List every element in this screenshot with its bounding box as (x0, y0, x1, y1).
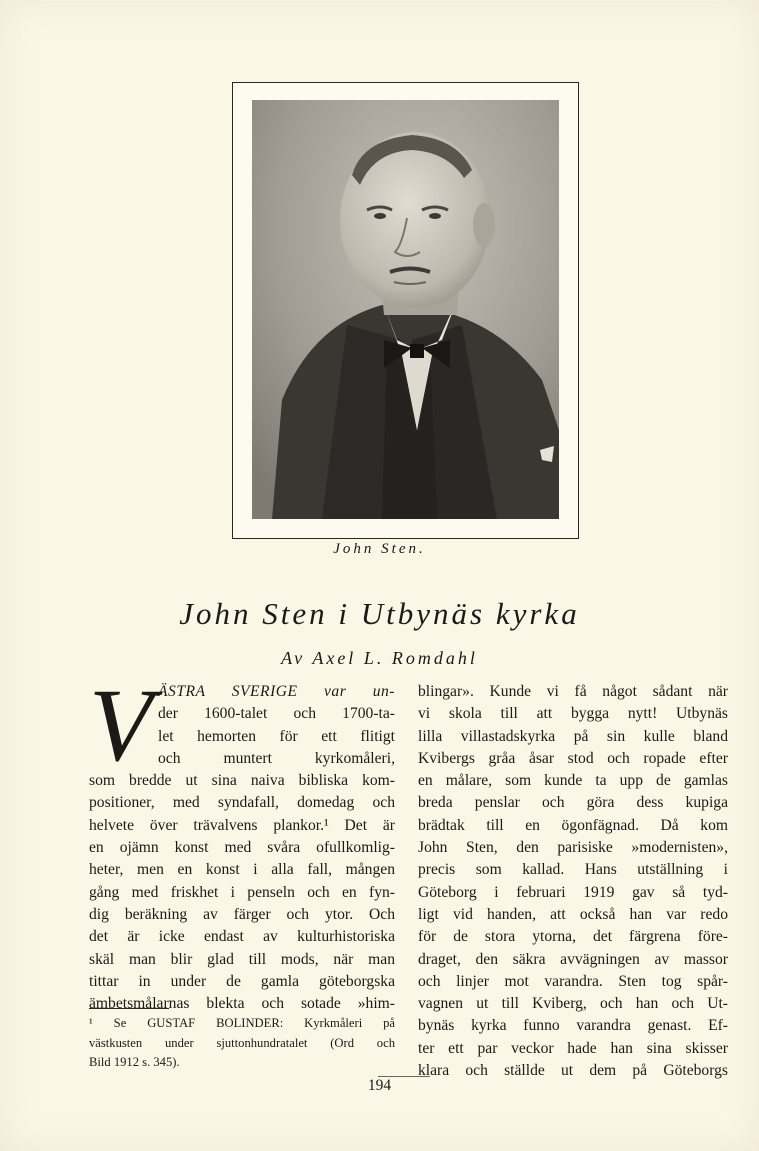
text-line: dig beräkning av färger och ytor. Och (89, 905, 395, 923)
text-line: Kvibergs gråa åsar stod och ropade efter (418, 749, 728, 767)
portrait-photo (252, 100, 559, 519)
text-line: lilla villastadskyrka på sin kulle bland (418, 727, 728, 745)
drop-cap: V (89, 668, 153, 783)
text-line: en målare, som kunde ta upp de gamlas (418, 772, 728, 790)
text-line: skäl man blir glad till mods, när man (89, 950, 395, 968)
text-line: gång med friskhet i penseln och en fyn- (89, 883, 395, 901)
text-line: ÄSTRA SVERIGE var un- (158, 683, 395, 700)
portrait-illustration (252, 100, 559, 519)
text-line: John Sten, den parisiske »modernisten», (418, 839, 728, 857)
text-line: ter ett par veckor hade han sina skisser (418, 1039, 728, 1057)
text-line: och linjer mot varandra. Sten tog spår- (418, 972, 728, 990)
footnote-line: västkusten under sjuttonhundratalet (Ord och (89, 1035, 395, 1050)
right-column (418, 681, 728, 1082)
footnote (89, 1014, 395, 1073)
text-line: vi skola till att bygga nytt! Utbynäs (418, 705, 728, 723)
text-line: breda penslar och göra dess kupiga (418, 794, 728, 812)
text-line: klara och ställde ut dem på Göteborgs (418, 1062, 728, 1080)
article-byline: Av Axel L. Romdahl (281, 648, 478, 668)
text-line: Göteborg i februari 1919 gav så tyd- (418, 883, 728, 901)
page-number: 194 (367, 1077, 392, 1094)
photo-caption: John Sten. (333, 541, 426, 557)
text-line: precis som kallad. Hans utställning i (418, 861, 728, 879)
text-line: bynäs kyrka funno varandra genast. Ef- (418, 1017, 728, 1035)
text-line: det är icke endast av kulturhistoriska (89, 928, 395, 946)
text-line: heter, men en konst i alla fall, mången (89, 861, 395, 879)
text-line: och muntert kyrkomåleri, (158, 749, 395, 767)
text-line: blingar». Kunde vi få något sådant när (418, 683, 728, 700)
text-line: let hemorten för ett flitigt (158, 727, 395, 745)
text-line: brädtak till en ögonfägnad. Då kom (418, 816, 728, 834)
text-line: der 1600-talet och 1700-ta- (158, 705, 395, 723)
left-column (89, 668, 395, 1015)
text-line: för de stora ytorna, det färgrena före- (418, 928, 728, 946)
text-line: ämbetsmålarnas blekta och sotade »him- (89, 995, 395, 1013)
article-title: John Sten i Utbynäs kyrka (179, 596, 580, 631)
text-line: tittar in under de gamla göteborgska (89, 972, 395, 990)
text-line: draget, den säkra avvägningen av massor (418, 950, 728, 968)
footnote-line: ¹ Se GUSTAF BOLINDER: Kyrkmåleri på (89, 1016, 395, 1030)
text-line: en ojämn konst med svåra ofullkomlig- (89, 839, 395, 857)
footnote-line: Bild 1912 s. 345). (89, 1055, 180, 1069)
text-line: ligt vid handen, att också han var redo (418, 905, 728, 923)
text-line: positioner, med syndafall, domedag och (89, 794, 395, 812)
footnote-rule (89, 1008, 169, 1009)
text-line: vagnen ut till Kviberg, och han och Ut- (418, 995, 728, 1013)
text-line: som bredde ut sina naiva bibliska kom- (89, 772, 395, 790)
text-line: helvete över trävalvens plankor.¹ Det är (89, 816, 395, 834)
